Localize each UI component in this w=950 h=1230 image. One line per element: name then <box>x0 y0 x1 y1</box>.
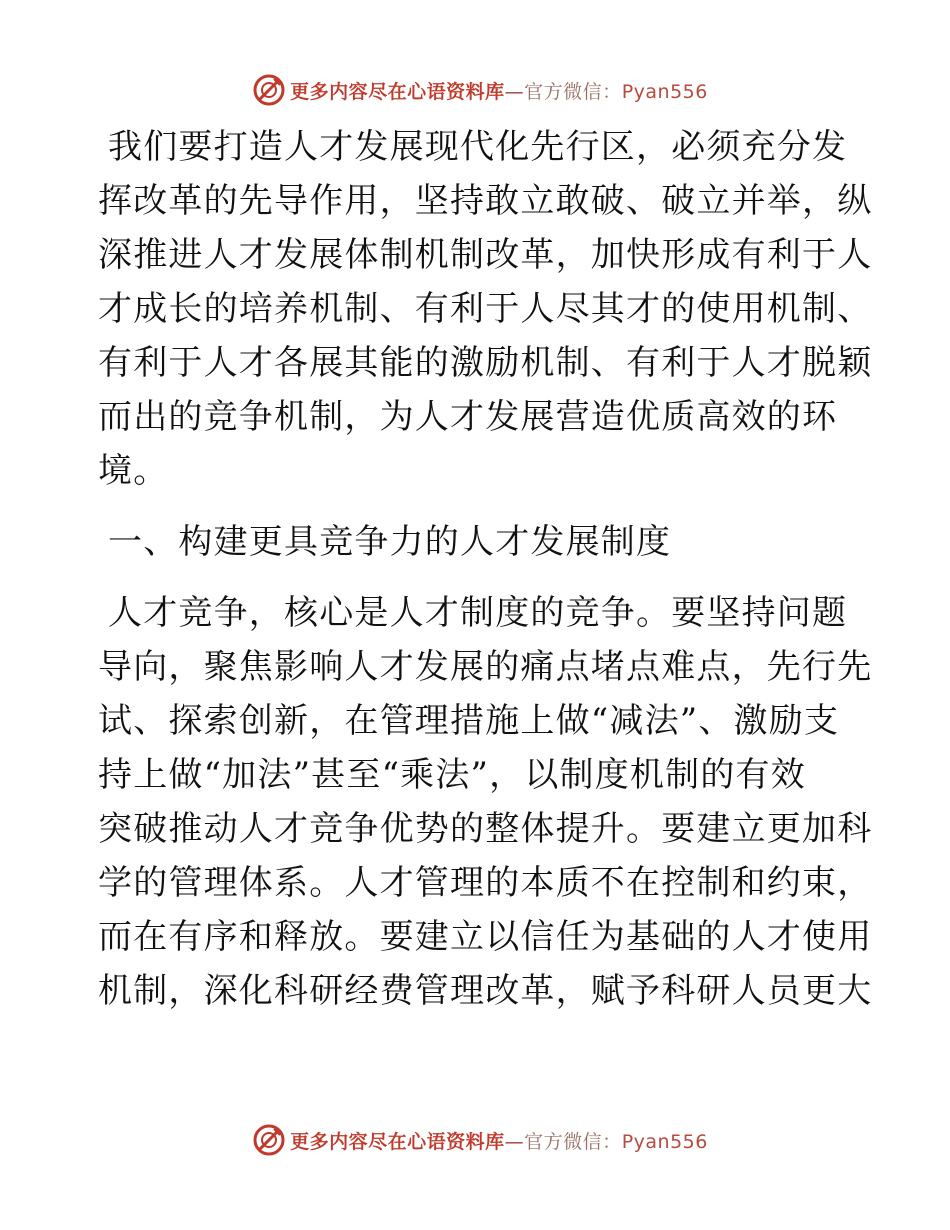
text-line: 挥改革的先导作用，坚持敢立敢破、破立并举，纵 <box>98 181 873 221</box>
text-line: 导向，聚焦影响人才发展的痛点堵点难点，先行先 <box>98 647 873 687</box>
text-line: 突破推动人才竞争优势的整体提升。要建立更加科 <box>98 809 873 849</box>
banner-wechat-label: 官方微信： <box>524 80 622 103</box>
text-line: 持上做“加法”甚至“乘法”，以制度机制的有效 <box>98 755 806 795</box>
paragraph-section-1 <box>98 586 873 1018</box>
text-line: 有利于人才各展其能的激励机制、有利于人才脱颖 <box>98 343 873 383</box>
spacer <box>98 569 858 586</box>
spacer <box>98 498 858 515</box>
text-line: 而出的竞争机制，为人才发展营造优质高效的环 <box>98 397 838 437</box>
footer-banner <box>0 1120 950 1160</box>
banner-dash: — <box>504 80 525 103</box>
banner-library-name: 更多内容尽在心语资料库 <box>290 80 505 103</box>
logo-icon <box>252 73 286 107</box>
banner-library-name: 更多内容尽在心语资料库 <box>290 1130 505 1153</box>
banner-dash: — <box>504 1130 525 1153</box>
text-line: 我们要打造人才发展现代化先行区，必须充分发 <box>108 127 848 167</box>
banner-wechat-label: 官方微信： <box>524 1130 622 1153</box>
text-line: 试、探索创新，在管理措施上做“减法”、激励支 <box>98 701 840 741</box>
banner-content <box>252 73 708 107</box>
banner-wechat-id: Pyan556 <box>621 1130 708 1153</box>
banner-content <box>252 1123 708 1157</box>
text-line: 深推进人才发展体制机制改革，加快形成有利于人 <box>98 235 873 275</box>
paragraph-intro <box>98 120 873 498</box>
text-line: 境。 <box>98 451 169 491</box>
header-banner <box>0 70 950 110</box>
banner-text <box>290 77 708 104</box>
section-heading: 一、构建更具竞争力的人才发展制度 <box>108 522 672 562</box>
text-line: 人才竞争，核心是人才制度的竞争。要坚持问题 <box>108 593 848 633</box>
banner-text <box>290 1127 708 1154</box>
text-line: 而在有序和释放。要建立以信任为基础的人才使用 <box>98 917 873 957</box>
document-body <box>98 120 873 1018</box>
text-line: 机制，深化科研经费管理改革，赋予科研人员更大 <box>98 971 873 1011</box>
text-line: 才成长的培养机制、有利于人尽其才的使用机制、 <box>98 289 873 329</box>
banner-wechat-id: Pyan556 <box>621 80 708 103</box>
text-line: 学的管理体系。人才管理的本质不在控制和约束， <box>98 863 873 903</box>
logo-icon <box>252 1123 286 1157</box>
